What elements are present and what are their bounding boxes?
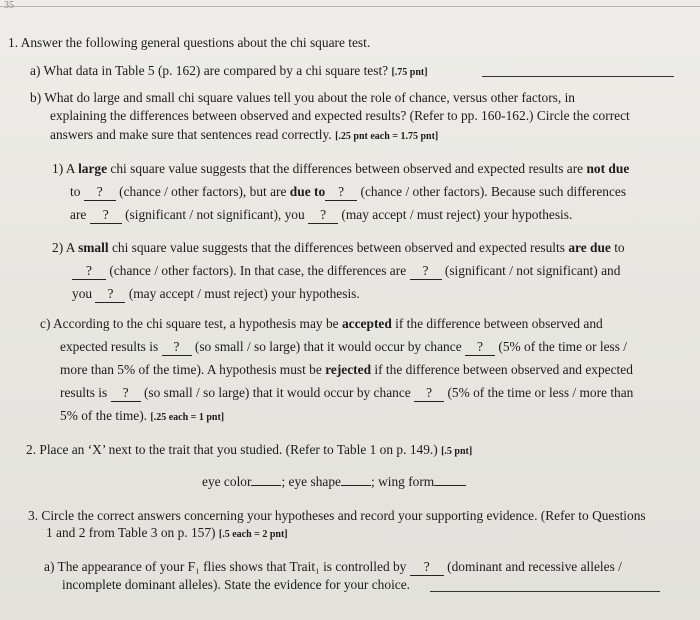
blank-4[interactable]: ? bbox=[308, 207, 338, 224]
q1b2-line1 bbox=[52, 240, 625, 256]
blank-8[interactable]: ? bbox=[162, 339, 192, 356]
q3a-l1a: a) The appearance of your F₁ flies shows that Trait₁ is controlled by bbox=[44, 559, 407, 574]
eye-color-blank[interactable] bbox=[251, 485, 281, 486]
q1c-l3a: more than 5% of the time). A hypothesis must be bbox=[60, 362, 322, 377]
q1b2-small: small bbox=[78, 240, 109, 255]
q2-options bbox=[202, 474, 466, 490]
q3a-line1 bbox=[44, 559, 622, 576]
q1b1-l3b: (may accept / must reject) your hypothesis. bbox=[341, 207, 573, 222]
q3-points: [.5 each = 2 pnt] bbox=[218, 529, 288, 540]
q1c-l1b: if the difference between observed and bbox=[395, 316, 603, 331]
q1c-l4a: results is bbox=[60, 385, 108, 400]
q1b1-large: large bbox=[78, 161, 108, 176]
q1b1-l2b: (chance / other factors). Because such differences bbox=[360, 184, 627, 199]
q1b2-line3 bbox=[72, 286, 360, 303]
q1b1-l3a: (significant / not significant), you bbox=[125, 207, 305, 222]
q3-line1: 3. Circle the correct answers concerning your hypotheses and record your supporting evidence. (Refer to Questions bbox=[28, 508, 646, 523]
q1b1-rest: chi square value suggests that the differences between observed and expected results are bbox=[110, 161, 584, 176]
blank-10[interactable]: ? bbox=[111, 385, 141, 402]
q1b2-l2a: (chance / other factors). In that case, the differences are bbox=[109, 263, 407, 278]
q1b2-rest: chi square value suggests that the differences between observed and expected results bbox=[111, 240, 565, 255]
q1a-answer-line[interactable] bbox=[482, 76, 674, 77]
blank-1[interactable]: ? bbox=[84, 184, 116, 201]
q3a-answer-line[interactable] bbox=[430, 591, 660, 592]
q1b2-l2b: (significant / not significant) and bbox=[444, 263, 621, 278]
q1c-l3b: if the difference between observed and expected bbox=[374, 362, 633, 377]
q1c-rejected: rejected bbox=[325, 362, 372, 377]
q1b2-l3a: (may accept / must reject) your hypothesis. bbox=[128, 286, 360, 301]
q1c-points: [.25 each = 1 pnt] bbox=[150, 412, 225, 423]
q1b2-line2 bbox=[72, 263, 620, 280]
q1a bbox=[30, 63, 428, 81]
q1c-l2c: (5% of the time or less / bbox=[498, 339, 628, 354]
sep-2: ; bbox=[370, 474, 375, 489]
q1b1-are: are bbox=[70, 207, 87, 222]
q1b1-line3 bbox=[70, 207, 572, 224]
q1b1-due-to: due to bbox=[289, 184, 326, 199]
blank-7[interactable]: ? bbox=[95, 286, 125, 303]
q1c-l1a: c) According to the chi square test, a hypothesis may be bbox=[40, 316, 339, 331]
q3-line2-text: 1 and 2 from Table 3 on p. 157) bbox=[46, 525, 216, 540]
option-eye-shape: eye shape bbox=[288, 474, 341, 489]
q1b1-l2a: (chance / other factors), but are bbox=[119, 184, 287, 199]
q2-points: [.5 pnt] bbox=[441, 446, 473, 457]
blank-11[interactable]: ? bbox=[414, 385, 444, 402]
q1b2-are-due: are due bbox=[568, 240, 611, 255]
wing-form-blank[interactable] bbox=[434, 485, 466, 486]
blank-6[interactable]: ? bbox=[410, 263, 442, 280]
blank-9[interactable]: ? bbox=[465, 339, 495, 356]
q1b1-to: to bbox=[70, 184, 81, 199]
q1a-text: a) What data in Table 5 (p. 162) are compared by a chi square test? bbox=[30, 63, 389, 78]
q1c-l4c: (5% of the time or less / more than bbox=[447, 385, 634, 400]
option-wing-form: wing form bbox=[378, 474, 435, 489]
q1c-line1 bbox=[40, 316, 603, 332]
q1b-line3-text: answers and make sure that sentences read correctly. bbox=[50, 127, 332, 142]
q1b-line3 bbox=[50, 127, 438, 145]
q2-text: 2. Place an ‘X’ next to the trait that you studied. (Refer to Table 1 on p. 149.) bbox=[26, 442, 438, 457]
blank-2[interactable]: ? bbox=[325, 184, 357, 201]
q1c-l2a: expected results is bbox=[60, 339, 159, 354]
blank-5[interactable]: ? bbox=[72, 263, 106, 280]
q3-line2 bbox=[46, 525, 288, 543]
q1a-points: [.75 pnt] bbox=[391, 67, 428, 78]
q1c-line5 bbox=[60, 408, 224, 426]
q3a-l1b: (dominant and recessive alleles / bbox=[447, 559, 622, 574]
q1-title: 1. Answer the following general questions about the chi square test. bbox=[8, 35, 371, 50]
page-edge-line bbox=[0, 6, 700, 7]
q1b1-line1 bbox=[52, 161, 629, 177]
corner-mark: 35 bbox=[4, 0, 14, 11]
q1b-line2: explaining the differences between observed and expected results? (Refer to pp. 160-162.) Circle the correct bbox=[50, 108, 630, 123]
q1c-line4 bbox=[60, 385, 633, 402]
q1b2-you: you bbox=[72, 286, 93, 301]
q1b2-to: to bbox=[614, 240, 625, 255]
q3a-line2: incomplete dominant alleles). State the evidence for your choice. bbox=[62, 577, 411, 592]
q1b-line1: b) What do large and small chi square values tell you about the role of chance, versus other factors, in bbox=[30, 90, 575, 105]
q2-line bbox=[26, 442, 472, 460]
q1b1-line2 bbox=[70, 184, 626, 201]
sep-1: ; bbox=[281, 474, 286, 489]
option-eye-color: eye color bbox=[202, 474, 252, 489]
q1c-l5a: 5% of the time). bbox=[60, 408, 148, 423]
q1b1-not-due: not due bbox=[586, 161, 630, 176]
q1c-line2 bbox=[60, 339, 627, 356]
q1c-l4b: (so small / so large) that it would occur by chance bbox=[143, 385, 411, 400]
eye-shape-blank[interactable] bbox=[341, 485, 371, 486]
blank-12[interactable]: ? bbox=[410, 559, 444, 576]
q1b-points: [.25 pnt each = 1.75 pnt] bbox=[335, 131, 439, 142]
q1c-accepted: accepted bbox=[341, 316, 392, 331]
q1b2-num: 2) A bbox=[52, 240, 75, 255]
q1c-l2b: (so small / so large) that it would occur by chance bbox=[194, 339, 462, 354]
q1b1-num: 1) A bbox=[52, 161, 75, 176]
blank-3[interactable]: ? bbox=[90, 207, 122, 224]
q1c-line3 bbox=[60, 362, 633, 378]
